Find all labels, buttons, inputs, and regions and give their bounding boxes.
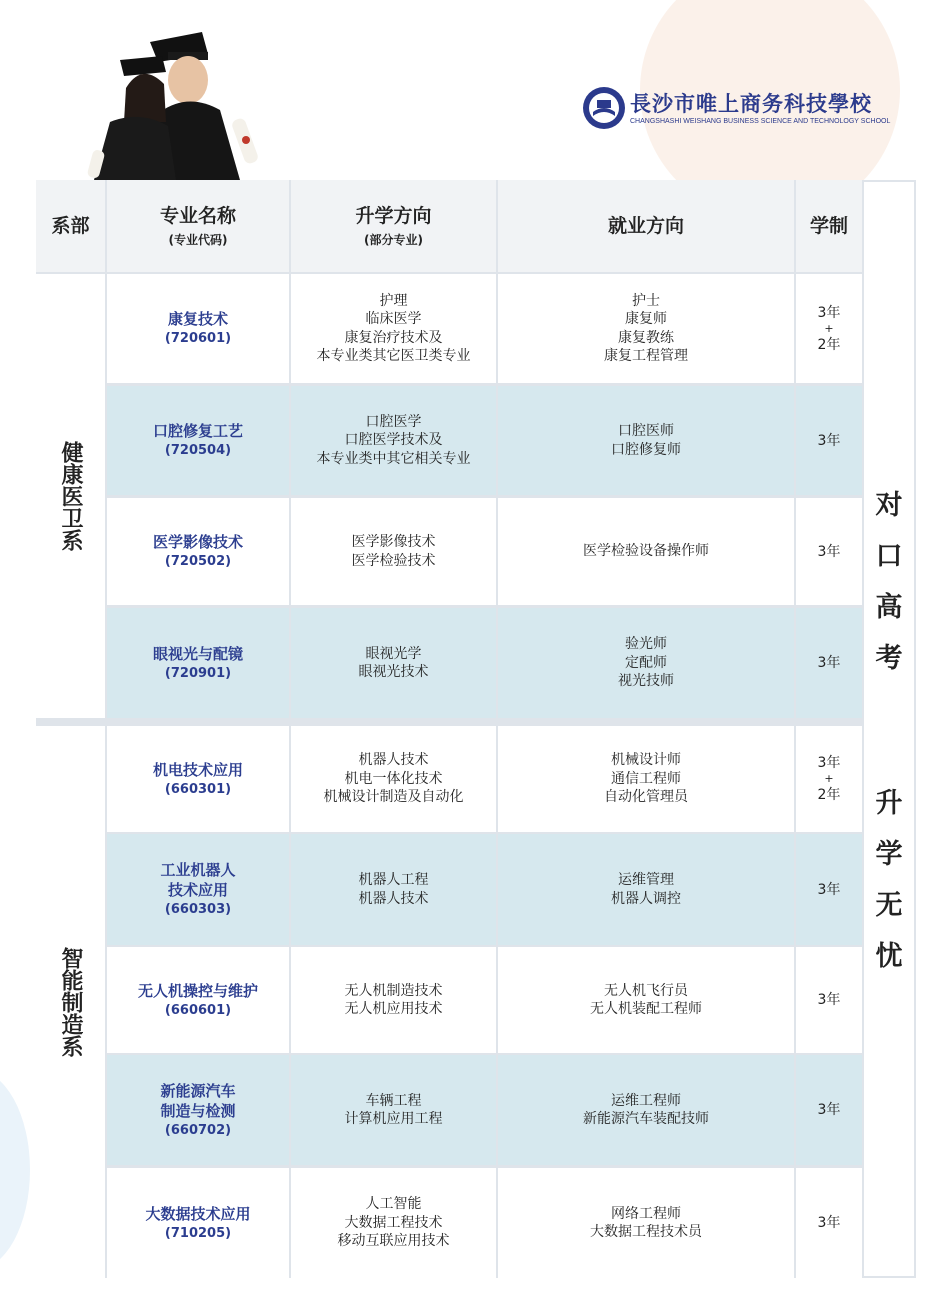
employ-cell (498, 834, 794, 945)
header-dept (36, 180, 105, 272)
header-dept-label: 系部 (51, 215, 90, 237)
further-item: 机器人工程 (358, 872, 429, 888)
employ-cell (498, 608, 794, 718)
major-name: 新能源汽车 (160, 1081, 236, 1100)
further-cell (291, 498, 496, 605)
further-cell (291, 608, 496, 718)
duration-years: 3年 (817, 543, 841, 560)
employ-item: 康复工程管理 (604, 348, 688, 364)
duration-years: 3年 (817, 755, 841, 771)
background-arc-left (0, 1070, 30, 1270)
employ-item: 验光师 (625, 636, 667, 653)
major-cell (107, 1055, 289, 1165)
header-duration (796, 180, 862, 272)
duration-cell (796, 386, 862, 495)
further-cell (291, 1055, 496, 1165)
further-item: 本专业类中其它相关专业 (316, 450, 471, 467)
further-cell (291, 947, 496, 1053)
dept-manufacturing-label: 智能制造系 (58, 947, 83, 1057)
side-char: 考 (875, 643, 903, 674)
major-name: 口腔修复工艺 (152, 422, 243, 440)
major-code: (720901) (164, 665, 232, 681)
employ-item: 大数据工程技术员 (590, 1224, 702, 1240)
employ-item: 机械设计师 (611, 752, 681, 769)
duration-plus: + (824, 321, 834, 335)
duration-years: 3年 (817, 992, 841, 1008)
further-cell (291, 386, 496, 495)
employ-cell (498, 726, 794, 832)
further-item: 机器人技术 (358, 890, 429, 907)
duration-years: 3年 (817, 1102, 841, 1118)
duration-cell (796, 274, 862, 383)
employ-cell (498, 498, 794, 605)
side-char: 升 (875, 788, 903, 819)
school-name-english: CHANGSHASHI WEISHANG BUSINESS SCIENCE AND TECHNOLOGY SCHOOL (630, 117, 891, 125)
further-item: 无人机应用技术 (344, 1001, 443, 1017)
side-char: 忧 (875, 941, 903, 972)
major-name: 机电技术应用 (152, 760, 243, 779)
employ-item: 康复师 (625, 311, 667, 327)
employ-item: 新能源汽车装配技师 (583, 1111, 709, 1127)
major-code: (660601) (164, 1002, 232, 1018)
header-further (291, 180, 496, 272)
major-code: (720601) (164, 331, 232, 346)
employ-item: 通信工程师 (611, 770, 681, 787)
further-item: 医学检验技术 (351, 552, 436, 569)
duration-years: 3年 (817, 655, 841, 671)
further-item: 眼视光学 (365, 645, 422, 662)
employ-item: 无人机装配工程师 (590, 1001, 702, 1017)
school-logo (582, 86, 890, 130)
major-code: (720502) (164, 554, 232, 569)
employ-item: 运维工程师 (611, 1092, 681, 1109)
major-cell (107, 947, 289, 1053)
employ-item: 无人机飞行员 (604, 982, 688, 999)
duration-years-extra: 2年 (817, 787, 841, 803)
employ-item: 视光技师 (618, 673, 674, 690)
employ-item: 定配师 (625, 654, 667, 671)
major-name: 无人机操控与维护 (137, 981, 258, 1000)
further-cell (291, 726, 496, 832)
dept-health-label: 健康医卫系 (58, 441, 83, 551)
duration-years: 3年 (817, 1215, 841, 1231)
major-cell (107, 386, 289, 495)
further-cell (291, 1168, 496, 1278)
further-item: 机器人技术 (358, 752, 429, 769)
employ-item: 口腔修复师 (611, 441, 681, 458)
employ-item: 护士 (632, 292, 660, 309)
duration-years: 3年 (817, 881, 841, 898)
major-name: 工业机器人 (160, 861, 236, 879)
major-code: (710205) (164, 1225, 232, 1241)
further-item: 人工智能 (365, 1196, 422, 1213)
side-banner-bottom (864, 778, 914, 982)
employ-cell (498, 1055, 794, 1165)
dept-health (36, 274, 105, 718)
duration-cell (796, 1055, 862, 1165)
further-item: 眼视光技术 (358, 664, 429, 680)
further-item: 机械设计制造及自动化 (323, 789, 464, 806)
major-code: (720504) (164, 443, 232, 458)
dept-manufacturing (36, 726, 105, 1278)
further-item: 医学影像技术 (351, 534, 436, 550)
header-further-sub: (部分专业) (364, 233, 423, 247)
duration-cell (796, 1168, 862, 1278)
major-name-line2: 技术应用 (167, 881, 228, 899)
header-employ-label: 就业方向 (607, 215, 684, 237)
major-code: (660301) (164, 781, 232, 797)
further-item: 车辆工程 (365, 1092, 422, 1109)
further-cell (291, 834, 496, 945)
side-banner-top (864, 480, 914, 684)
side-banner (862, 180, 916, 1278)
further-item: 口腔医学技术及 (344, 432, 443, 449)
further-cell (291, 274, 496, 383)
header-duration-label: 学制 (809, 215, 848, 237)
duration-years: 3年 (817, 304, 841, 321)
employ-item: 口腔医师 (618, 423, 674, 439)
duration-cell (796, 608, 862, 718)
side-char: 学 (875, 839, 903, 870)
major-name: 医学影像技术 (152, 533, 243, 551)
major-cell (107, 498, 289, 605)
employ-item: 网络工程师 (611, 1205, 681, 1222)
major-cell (107, 1168, 289, 1278)
major-code: (660702) (164, 1122, 232, 1138)
programs-table (36, 180, 862, 1278)
header-major-sub: (专业代码) (168, 233, 228, 247)
further-item: 临床医学 (365, 311, 422, 327)
employ-cell (498, 386, 794, 495)
major-code: (660303) (164, 902, 232, 917)
duration-cell (796, 834, 862, 945)
further-item: 移动互联应用技术 (337, 1233, 450, 1250)
further-item: 无人机制造技术 (344, 982, 443, 999)
side-char: 无 (875, 890, 903, 921)
major-cell (107, 274, 289, 383)
further-item: 大数据工程技术 (344, 1214, 443, 1231)
duration-cell (796, 947, 862, 1053)
further-item: 计算机应用工程 (344, 1111, 443, 1127)
duration-cell (796, 726, 862, 832)
employ-item: 医学检验设备操作师 (583, 543, 709, 560)
side-char: 口 (875, 541, 903, 572)
employ-item: 运维管理 (618, 872, 674, 888)
further-item: 本专业类其它医卫类专业 (316, 348, 471, 364)
major-cell (107, 834, 289, 945)
duration-cell (796, 498, 862, 605)
employ-item: 机器人调控 (611, 890, 681, 907)
employ-item: 康复教练 (618, 329, 674, 346)
school-emblem-icon (582, 86, 626, 130)
employ-cell (498, 1168, 794, 1278)
major-cell (107, 608, 289, 718)
major-name-line2: 制造与检测 (160, 1101, 236, 1120)
header-major (107, 180, 289, 272)
employ-cell (498, 274, 794, 383)
graduates-photo (80, 22, 290, 180)
major-cell (107, 726, 289, 832)
header-employ (498, 180, 794, 272)
duration-years: 3年 (817, 432, 841, 449)
further-item: 口腔医学 (365, 413, 422, 430)
duration-plus: + (824, 772, 834, 785)
duration-years-extra: 2年 (817, 336, 841, 353)
employ-cell (498, 947, 794, 1053)
major-name: 大数据技术应用 (145, 1204, 251, 1223)
further-item: 康复治疗技术及 (344, 329, 443, 346)
major-name: 康复技术 (167, 310, 228, 328)
header-further-label: 升学方向 (355, 205, 432, 227)
major-name: 眼视光与配镜 (152, 644, 243, 663)
side-char: 高 (875, 592, 903, 623)
further-item: 护理 (379, 292, 408, 309)
header-major-label: 专业名称 (159, 205, 236, 227)
school-name: 長沙市唯上商务科技學校 (630, 90, 872, 116)
employ-item: 自动化管理员 (604, 789, 688, 806)
further-item: 机电一体化技术 (344, 770, 443, 787)
side-char: 对 (875, 490, 903, 521)
